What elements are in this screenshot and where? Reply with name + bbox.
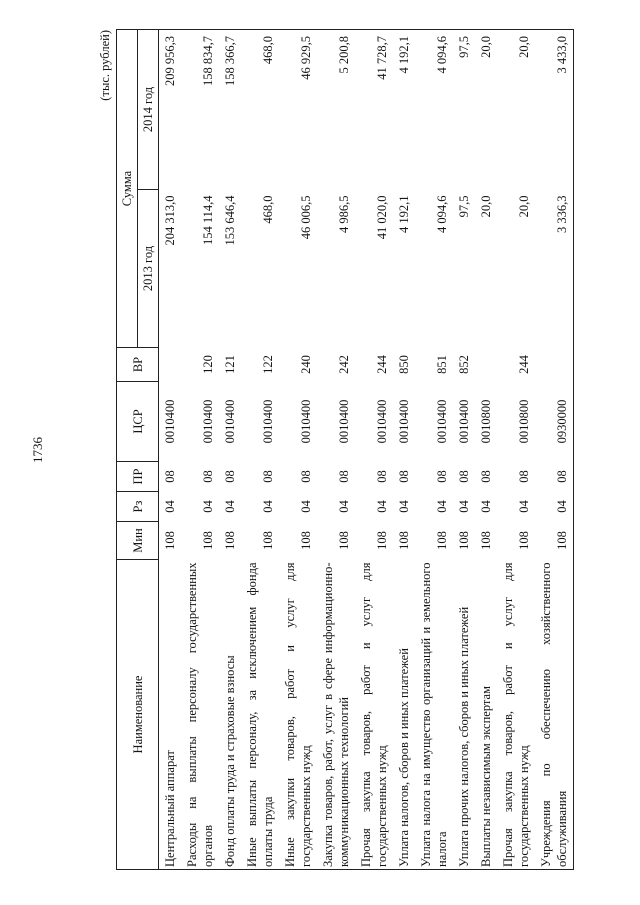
header-min: Мин [117, 522, 159, 560]
row-min: 108 [201, 531, 215, 550]
row-name: Уплата прочих налогов, сборов и иных платежей [453, 560, 475, 870]
row-sum-2013: 204 313,0 [163, 195, 177, 246]
table-row [497, 30, 535, 870]
row-sum-2013: 41 020,0 [375, 195, 389, 240]
row-pr: 08 [397, 470, 411, 483]
row-rz: 04 [299, 500, 313, 513]
row-vr: 120 [201, 355, 215, 374]
table-row [453, 30, 475, 870]
row-rz: 04 [261, 500, 275, 513]
row-sum-2014: 3 433,0 [535, 30, 574, 190]
row-pr: 08 [261, 470, 275, 483]
row-sum-2014: 46 929,5 [279, 30, 317, 190]
row-csr: 0010400 [457, 399, 471, 444]
row-vr: 851 [435, 355, 449, 374]
row-sum-2013: 154 114,4 [201, 195, 215, 246]
row-name: Прочая закупка товаров, работ и услуг для государственных нужд [497, 560, 535, 870]
row-name: Закупка товаров, работ, услуг в сфере информационно-коммуникационных технологий [317, 560, 355, 870]
row-pr: 08 [435, 470, 449, 483]
row-sum-2013: 20,0 [517, 195, 531, 218]
row-rz: 04 [479, 500, 493, 513]
header-name: Наименование [117, 560, 159, 870]
row-sum-2014: 20,0 [497, 30, 535, 190]
row-pr: 08 [337, 470, 351, 483]
header-csr: ЦСР [117, 382, 159, 462]
row-rz: 04 [457, 500, 471, 513]
row-csr: 0930000 [535, 382, 574, 462]
table-row [317, 30, 355, 870]
row-csr: 0010400 [261, 399, 275, 444]
table-row [475, 30, 497, 870]
row-vr: 242 [337, 355, 351, 374]
row-pr: 08 [163, 470, 177, 483]
row-sum-2013: 46 006,5 [299, 195, 313, 240]
row-min: 108 [223, 531, 237, 550]
header-vr: ВР [117, 348, 159, 382]
table-row [219, 30, 241, 870]
row-sum-2013: 4 192,1 [397, 195, 411, 233]
row-sum-2013: 3 336,3 [535, 190, 574, 348]
rotated-page-content [98, 30, 569, 870]
row-sum-2013: 153 646,4 [223, 195, 237, 246]
row-vr [535, 348, 574, 382]
row-vr: 852 [457, 355, 471, 374]
row-sum-2013: 468,0 [261, 195, 275, 224]
header-pr: ПР [117, 462, 159, 492]
row-rz: 04 [201, 500, 215, 513]
row-rz: 04 [163, 500, 177, 513]
row-sum-2014: 4 192,1 [393, 30, 415, 190]
row-vr: 850 [397, 355, 411, 374]
row-csr: 0010400 [397, 399, 411, 444]
row-csr: 0010800 [479, 399, 493, 444]
row-sum-2014: 158 834,7 [181, 30, 219, 190]
row-csr: 0010400 [435, 399, 449, 444]
row-sum-2014: 209 956,3 [159, 30, 182, 190]
header-rz: Рз [117, 492, 159, 522]
row-vr: 121 [223, 355, 237, 374]
row-rz: 04 [535, 492, 574, 522]
row-rz: 04 [517, 500, 531, 513]
units-note: (тыс. рублей) [98, 30, 112, 101]
row-sum-2014: 4 094,6 [415, 30, 453, 190]
row-sum-2013: 20,0 [479, 195, 493, 218]
row-vr [159, 348, 182, 382]
row-vr [475, 348, 497, 382]
row-sum-2013: 4 986,5 [337, 195, 351, 233]
row-pr: 08 [299, 470, 313, 483]
table-body [159, 30, 574, 870]
row-sum-2013: 4 094,6 [435, 195, 449, 233]
table-row [393, 30, 415, 870]
row-min: 108 [375, 531, 389, 550]
row-pr: 08 [223, 470, 237, 483]
row-name: Фонд оплаты труда и страховые взносы [219, 560, 241, 870]
row-csr: 0010400 [375, 399, 389, 444]
row-name: Уплата налога на имущество организаций и земельного налога [415, 560, 453, 870]
row-name: Выплаты независимым экспертам [475, 560, 497, 870]
row-min: 108 [299, 531, 313, 550]
row-rz: 04 [337, 500, 351, 513]
budget-table [116, 29, 574, 870]
row-vr: 244 [375, 355, 389, 374]
row-sum-2014: 468,0 [241, 30, 279, 190]
row-min: 108 [163, 531, 177, 550]
page-number: 1736 [30, 437, 45, 463]
row-min: 108 [535, 522, 574, 560]
row-rz: 04 [375, 500, 389, 513]
row-sum-2014: 97,5 [453, 30, 475, 190]
row-min: 108 [517, 531, 531, 550]
row-pr: 08 [479, 470, 493, 483]
table-row [159, 30, 182, 870]
row-vr: 240 [299, 355, 313, 374]
table-row [181, 30, 219, 870]
row-csr: 0010800 [517, 399, 531, 444]
row-min: 108 [479, 531, 493, 550]
row-min: 108 [261, 531, 275, 550]
row-name: Центральный аппарат [159, 560, 182, 870]
row-pr: 08 [201, 470, 215, 483]
row-pr: 08 [375, 470, 389, 483]
row-csr: 0010400 [201, 399, 215, 444]
table-row [535, 30, 574, 870]
row-name: Прочая закупка товаров, работ и услуг для государственных нужд [355, 560, 393, 870]
row-pr: 08 [517, 470, 531, 483]
row-sum-2014: 158 366,7 [219, 30, 241, 190]
row-name: Уплата налогов, сборов и иных платежей [393, 560, 415, 870]
row-csr: 0010400 [163, 399, 177, 444]
row-rz: 04 [223, 500, 237, 513]
row-csr: 0010400 [299, 399, 313, 444]
row-pr: 08 [457, 470, 471, 483]
row-sum-2013: 97,5 [457, 195, 471, 218]
row-name: Учреждения по обеспечению хозяйственного обслуживания [535, 560, 574, 870]
row-vr: 244 [517, 355, 531, 374]
row-csr: 0010400 [223, 399, 237, 444]
header-year-2014: 2014 год [138, 30, 159, 190]
row-sum-2014: 41 728,7 [355, 30, 393, 190]
row-min: 108 [435, 531, 449, 550]
row-min: 108 [397, 531, 411, 550]
row-vr: 122 [261, 355, 275, 374]
table-row [415, 30, 453, 870]
table-row [279, 30, 317, 870]
row-sum-2014: 20,0 [475, 30, 497, 190]
table-row [355, 30, 393, 870]
table-row [241, 30, 279, 870]
row-name: Иные выплаты персоналу, за исключением фонда оплаты труда [241, 560, 279, 870]
row-rz: 04 [435, 500, 449, 513]
row-sum-2014: 5 200,8 [317, 30, 355, 190]
row-csr: 0010400 [337, 399, 351, 444]
row-min: 108 [457, 531, 471, 550]
header-year-2013: 2013 год [138, 190, 159, 348]
row-name: Иные закупки товаров, работ и услуг для государственных нужд [279, 560, 317, 870]
row-pr: 08 [535, 462, 574, 492]
header-sum: Сумма [117, 30, 138, 348]
row-rz: 04 [397, 500, 411, 513]
row-min: 108 [337, 531, 351, 550]
row-name: Расходы на выплаты персоналу государственных органов [181, 560, 219, 870]
